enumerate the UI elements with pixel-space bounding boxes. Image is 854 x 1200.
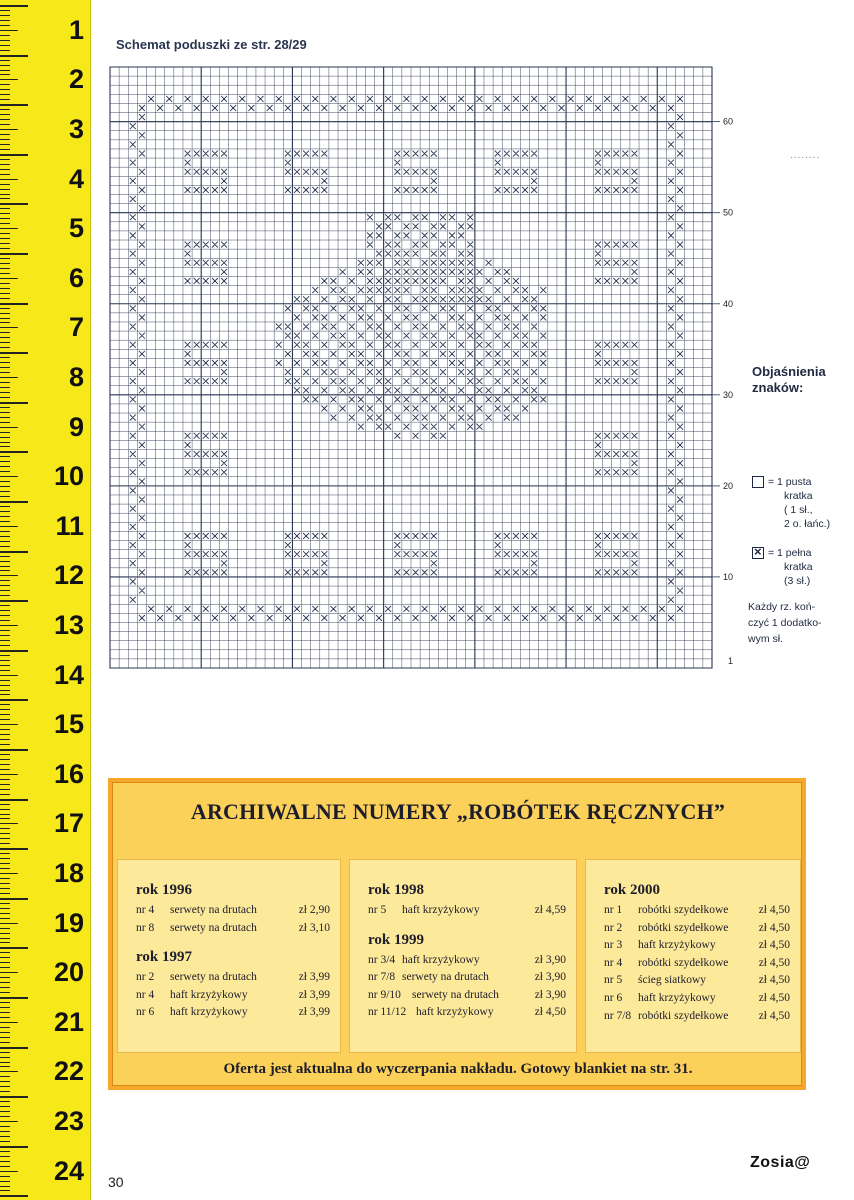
legend-empty-text — [768, 475, 830, 531]
entry-nr: nr 4 — [604, 956, 623, 969]
entry-price: zł 3,90 — [534, 988, 566, 1001]
ruler-tick — [0, 987, 10, 988]
row-label: 10 — [723, 571, 734, 582]
entry-title: serwety na drutach — [170, 904, 257, 916]
ruler-tick — [0, 903, 10, 904]
ruler-tick — [0, 933, 10, 934]
ruler-tick — [0, 1057, 10, 1058]
ruler-tick — [0, 814, 10, 815]
ruler-tick — [0, 714, 10, 715]
ruler-number: 21 — [53, 1006, 84, 1037]
archive-panel — [108, 778, 806, 1090]
ruler-tick — [0, 997, 28, 999]
ruler-tick — [0, 1195, 28, 1197]
entry-nr: nr 5 — [604, 974, 623, 987]
ruler-tick — [0, 843, 10, 844]
row-label: 20 — [723, 480, 734, 491]
ruler-tick — [0, 1027, 10, 1028]
ruler-tick — [0, 947, 28, 949]
ruler-number: 5 — [68, 213, 84, 244]
year-heading: rok 1997 — [136, 949, 192, 966]
entry-price: zł 4,50 — [758, 974, 790, 987]
entry-title: haft krzyżykowy — [638, 991, 716, 1004]
ruler-tick — [0, 858, 10, 859]
ruler-number: 16 — [53, 758, 84, 789]
entry-price: zł 4,50 — [758, 921, 790, 934]
signature: Zosia@ — [750, 1154, 811, 1171]
entry-price: zł 4,50 — [758, 939, 790, 952]
archive-entry — [604, 920, 790, 938]
entry-title: robótki szydełkowe — [638, 1009, 729, 1022]
entry-nr: nr 2 — [136, 971, 155, 984]
ruler-tick — [0, 1076, 10, 1077]
ruler-tick — [0, 1111, 10, 1112]
ruler-number: 7 — [68, 312, 84, 343]
ruler-tick — [0, 1022, 18, 1023]
ruler-tick — [0, 804, 10, 805]
ruler-number: 12 — [53, 560, 84, 591]
ruler-tick — [0, 918, 10, 919]
ruler-tick — [0, 1086, 10, 1087]
archive-entry — [604, 990, 790, 1008]
archive-entry — [604, 1008, 790, 1026]
entry-price: zł 4,50 — [758, 1009, 790, 1022]
entry-title: robótki szydełkowe — [638, 956, 729, 969]
ruler-tick — [0, 833, 10, 834]
ruler-number: 6 — [68, 262, 84, 293]
filled-cell-icon — [752, 547, 764, 559]
ruler-tick — [0, 769, 10, 770]
entry-nr: nr 4 — [136, 988, 155, 1001]
ruler-tick — [0, 972, 18, 973]
ruler-number: 13 — [53, 610, 84, 640]
ruler-number: 20 — [53, 957, 84, 988]
legend-line: kratka — [784, 561, 813, 573]
ruler-tick — [0, 709, 10, 710]
ruler-number: 15 — [53, 709, 84, 740]
ruler-tick — [0, 818, 10, 819]
entry-title: haft krzyżykowy — [638, 939, 716, 952]
offer-text: Oferta jest aktualna do wyczerpania nakładu. Gotowy blankiet na str. 31. — [223, 1061, 693, 1077]
archive-entry — [136, 920, 330, 938]
ruler-tick — [0, 1091, 10, 1092]
entry-title: haft krzyżykowy — [416, 1006, 494, 1019]
ruler-tick — [0, 1007, 10, 1008]
ruler-tick — [0, 1066, 10, 1067]
entry-nr: nr 4 — [136, 904, 155, 916]
entry-price: zł 4,50 — [534, 1006, 566, 1019]
ruler-tick — [0, 1052, 10, 1053]
ruler-tick — [0, 779, 10, 780]
page-number: 30 — [108, 1174, 124, 1190]
ruler-number: 23 — [53, 1106, 84, 1136]
entry-price: zł 3,99 — [298, 1006, 330, 1019]
entry-nr: nr 1 — [604, 904, 623, 916]
entry-nr: nr 2 — [604, 921, 623, 934]
ruler-number: 18 — [53, 858, 84, 888]
ruler-tick — [0, 1141, 10, 1142]
archive-entry — [368, 987, 566, 1005]
entry-title: serwety na drutach — [170, 971, 257, 984]
legend-line: = 1 pusta — [768, 476, 812, 488]
entry-nr: nr 5 — [368, 904, 387, 916]
ruler-tick — [0, 883, 10, 884]
archive-entry — [604, 955, 790, 973]
ruler-tick — [0, 744, 10, 745]
archive-title: ARCHIWALNE NUMERY „ROBÓTEK RĘCZNYCH” — [190, 799, 726, 824]
entry-title: haft krzyżykowy — [170, 1006, 248, 1019]
ruler-tick — [0, 1121, 18, 1122]
ruler-tick — [0, 923, 18, 924]
ruler-tick — [0, 942, 10, 943]
ruler-tick — [0, 799, 28, 801]
ruler-number: 4 — [68, 163, 84, 194]
ruler-tick — [0, 1186, 10, 1187]
entry-nr: nr 9/10 — [368, 988, 401, 1001]
ruler-tick — [0, 784, 10, 785]
ruler-tick — [0, 719, 10, 720]
entry-nr: nr 3/4 — [368, 953, 396, 966]
ruler-tick — [0, 1136, 10, 1137]
ruler-number: 19 — [53, 907, 84, 938]
ruler-tick — [0, 1062, 10, 1063]
ruler-tick — [0, 898, 28, 900]
archive-entry — [368, 902, 566, 920]
ruler-tick — [0, 759, 10, 760]
archive-entry — [368, 1004, 566, 1022]
entry-price: zł 3,90 — [534, 953, 566, 966]
ruler-tick — [0, 1106, 10, 1107]
archive-entry — [368, 969, 566, 987]
ruler-tick — [0, 1017, 10, 1018]
entry-title: robótki szydełkowe — [638, 904, 729, 916]
entry-title: haft krzyżykowy — [402, 953, 480, 966]
decorative-dots: ........ — [790, 150, 821, 161]
legend-full-text — [768, 546, 813, 588]
ruler-tick — [0, 764, 10, 765]
ruler-tick — [0, 1171, 18, 1172]
ruler-number: 9 — [68, 411, 84, 442]
archive-column-3 — [585, 859, 801, 1053]
ruler-tick — [0, 1146, 28, 1148]
ruler-tick — [0, 1042, 10, 1043]
ruler-tick — [0, 1176, 10, 1177]
entry-title: serwety na drutach — [412, 988, 499, 1001]
row-label: 30 — [723, 389, 734, 400]
ruler-tick — [0, 1047, 28, 1049]
ruler-tick — [0, 789, 10, 790]
ruler-tick — [0, 848, 28, 850]
ruler-tick — [0, 952, 10, 953]
ruler-tick — [0, 1032, 10, 1033]
entry-title: ścieg siatkowy — [638, 974, 707, 987]
entry-nr: nr 11/12 — [368, 1006, 407, 1019]
ruler-tick — [0, 794, 10, 795]
ruler-number: 11 — [55, 510, 84, 541]
entry-price: zł 4,50 — [758, 904, 790, 916]
ruler-tick — [0, 1190, 10, 1191]
ruler-tick — [0, 967, 10, 968]
ruler-tick — [0, 1101, 10, 1102]
row-label: 60 — [723, 116, 734, 127]
entry-price: zł 4,50 — [758, 991, 790, 1004]
ruler-tick — [0, 828, 10, 829]
ruler-tick — [0, 749, 28, 751]
ruler-tick — [0, 938, 10, 939]
archive-entry — [136, 1004, 330, 1022]
ruler-number: 24 — [53, 1155, 84, 1186]
ruler-number: 2 — [68, 64, 84, 95]
legend-line: (3 sł.) — [784, 575, 811, 587]
entry-price: zł 2,90 — [298, 904, 330, 916]
legend-note-line: Każdy rz. koń- — [748, 601, 816, 613]
ruler-tick — [0, 1037, 10, 1038]
year-heading: rok 1998 — [368, 882, 424, 898]
ruler-tick — [0, 1161, 10, 1162]
entry-nr: nr 6 — [136, 1006, 155, 1019]
entry-nr: nr 3 — [604, 939, 623, 952]
entry-nr: nr 7/8 — [368, 971, 396, 984]
archive-entry — [604, 902, 790, 920]
entry-nr: nr 7/8 — [604, 1009, 632, 1022]
ruler-number: 17 — [53, 808, 84, 839]
ruler-tick — [0, 724, 18, 725]
entry-title: serwety na drutach — [402, 971, 489, 984]
ruler-number: 8 — [68, 362, 84, 392]
ruler-tick — [0, 1012, 10, 1013]
entry-price: zł 3,10 — [298, 921, 330, 934]
ruler-tick — [0, 893, 10, 894]
ruler-tick — [0, 754, 10, 755]
ruler-tick — [0, 704, 10, 705]
ruler-number: 10 — [53, 461, 84, 492]
entry-price: zł 4,59 — [534, 904, 566, 916]
ruler-tick — [0, 1151, 10, 1152]
ruler-tick — [0, 962, 10, 963]
legend-note-line: czyć 1 dodatko- — [748, 617, 822, 629]
archive-entry — [136, 987, 330, 1005]
ruler-tick — [0, 729, 10, 730]
entry-price: zł 3,99 — [298, 988, 330, 1001]
ruler-tick — [0, 739, 10, 740]
ruler-tick — [0, 1131, 10, 1132]
archive-column-2 — [349, 859, 577, 1053]
ruler-tick — [0, 868, 10, 869]
entry-price: zł 3,99 — [298, 971, 330, 984]
archive-entry — [136, 969, 330, 987]
entry-nr: nr 6 — [604, 991, 623, 1004]
legend-title: Objaśnienia znaków: — [752, 364, 826, 395]
entry-title: haft krzyżykowy — [170, 988, 248, 1001]
ruler-tick — [0, 1002, 10, 1003]
archive-panel-inner — [112, 782, 802, 1086]
row-label: 40 — [723, 298, 734, 309]
row-label: 1 — [728, 656, 734, 666]
ruler-tick — [0, 928, 10, 929]
ruler-tick — [0, 863, 10, 864]
ruler-tick — [0, 1156, 10, 1157]
ruler-number: 3 — [68, 114, 84, 144]
archive-entry — [604, 972, 790, 990]
ruler-tick — [0, 1181, 10, 1182]
archive-column-1 — [117, 859, 341, 1053]
ruler-tick — [0, 1126, 10, 1127]
ruler-tick — [0, 838, 10, 839]
legend-line: ( 1 sł., — [784, 504, 813, 516]
ruler-number: 1 — [68, 14, 84, 45]
entry-title: serwety na drutach — [170, 921, 257, 934]
ruler-tick — [0, 1096, 28, 1098]
empty-cell-icon — [752, 476, 764, 488]
ruler-tick — [0, 1166, 10, 1167]
ruler-tick — [0, 1071, 18, 1072]
ruler-number: 22 — [53, 1056, 84, 1087]
ruler-tick — [0, 992, 10, 993]
legend-note-line: wym sł. — [748, 633, 783, 645]
entry-nr: nr 8 — [136, 921, 155, 934]
grid-lines — [110, 67, 712, 668]
archive-entry — [368, 952, 566, 970]
legend-line: 2 o. łańc.) — [784, 518, 831, 530]
ruler-tick — [0, 977, 10, 978]
year-heading: rok 1999 — [368, 931, 424, 948]
ruler-tick — [0, 809, 10, 810]
legend-note — [748, 599, 848, 647]
row-label: 50 — [723, 207, 734, 218]
chart-title: Schemat poduszki ze str. 28/29 — [116, 37, 307, 52]
ruler-tick — [0, 734, 10, 735]
year-heading: rok 1996 — [136, 882, 192, 898]
ruler-tick — [0, 982, 10, 983]
legend-line: kratka — [784, 490, 813, 502]
archive-entry — [604, 937, 790, 955]
archive-entry — [136, 902, 330, 920]
ruler-tick — [0, 957, 10, 958]
ruler-tick — [0, 888, 10, 889]
entry-price: zł 3,90 — [534, 971, 566, 984]
entry-price: zł 4,50 — [758, 956, 790, 969]
ruler-tick — [0, 853, 10, 854]
entry-title: haft krzyżykowy — [402, 904, 480, 916]
legend-line: = 1 pełna — [768, 547, 812, 559]
ruler-tick — [0, 908, 10, 909]
ruler-tick — [0, 774, 18, 775]
ruler-tick — [0, 1081, 10, 1082]
year-heading: rok 2000 — [604, 882, 660, 898]
ruler-tick — [0, 1116, 10, 1117]
ruler-tick — [0, 873, 18, 874]
ruler-number: 14 — [53, 659, 84, 690]
ruler-tick — [0, 913, 10, 914]
ruler-tick — [0, 823, 18, 824]
entry-title: robótki szydełkowe — [638, 921, 729, 934]
ruler-tick — [0, 878, 10, 879]
